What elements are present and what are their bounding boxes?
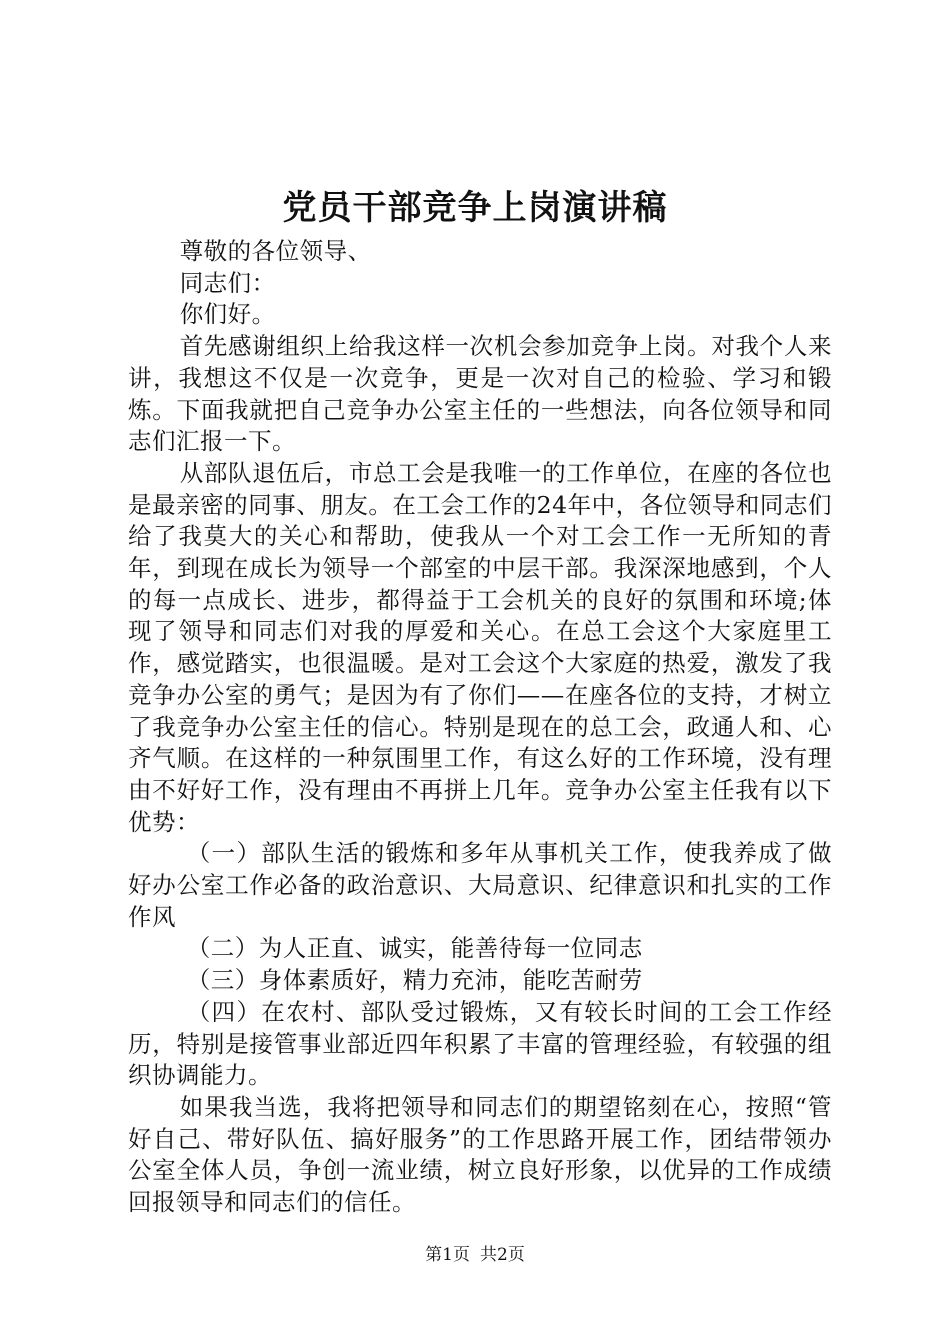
body-paragraph-intro: 首先感谢组织上给我这样一次机会参加竞争上岗。对我个人来讲，我想这不仅是一次竞争，更是一次对自己的检验、学习和锻炼。下面我就把自己竞争办公室主任的一些想法，向各位领导和同志们汇报一下。 [128,332,832,456]
advantage-item-3: （三）身体素质好，精力充沛，能吃苦耐劳 [186,966,643,995]
salutation-line-2: 同志们： [179,268,276,297]
document-body [128,236,832,1219]
body-paragraph-background: 从部队退伍后，市总工会是我唯一的工作单位，在座的各位也是最亲密的同事、朋友。在工会工作的24年中，各位领导和同志们给了我莫大的关心和帮助，使我从一个对工会工作一无所知的青年，到现在成长为领导一个部室的中层干部。我深深地感到，个人的每一点成长、进步，都得益于工会机关的良好的氛围和环境;体现了领导和同志们对我的厚爱和关心。在总工会这个大家庭里工作，感觉踏实，也很温暖。是对工会这个大家庭的热爱，激发了我竞争办公室的勇气；是因为有了你们——在座各位的支持，才树立了我竞争办公室主任的信心。特别是现在的总工会，政通人和、心齐气顺。在这样的一种氛围里工作，有这么好的工作环境，没有理由不好好工作，没有理由不再拼上几年。竞争办公室主任我有以下优势： [128,458,832,836]
advantage-item-1: （一）部队生活的锻炼和多年从事机关工作，使我养成了做好办公室工作必备的政治意识、大局意识、纪律意识和扎实的工作作风 [128,839,832,931]
document-title: 党员干部竞争上岗演讲稿 [282,188,668,228]
advantage-item-2: （二）为人正直、诚实，能善待每一位同志 [186,934,643,963]
salutation-line-1: 尊敬的各位领导、 [179,237,372,265]
advantage-item-4: （四）在农村、部队受过锻炼，又有较长时间的工会工作经历，特别是接管事业部近四年积累了丰富的管理经验，有较强的组织协调能力。 [128,997,832,1090]
page-footer [0,1243,950,1267]
greeting-line: 你们好。 [179,300,276,329]
page-number-total: 共2页 [480,1245,525,1265]
page-number-current: 第1页 [425,1245,470,1265]
body-paragraph-closing: 如果我当选，我将把领导和同志们的期望铭刻在心，按照“管好自己、带好队伍、搞好服务”的工作思路开展工作，团结带领办公室全体人员，争创一流业绩，树立良好形象，以优异的工作成绩回报领导和同志们的信任。 [128,1092,832,1217]
